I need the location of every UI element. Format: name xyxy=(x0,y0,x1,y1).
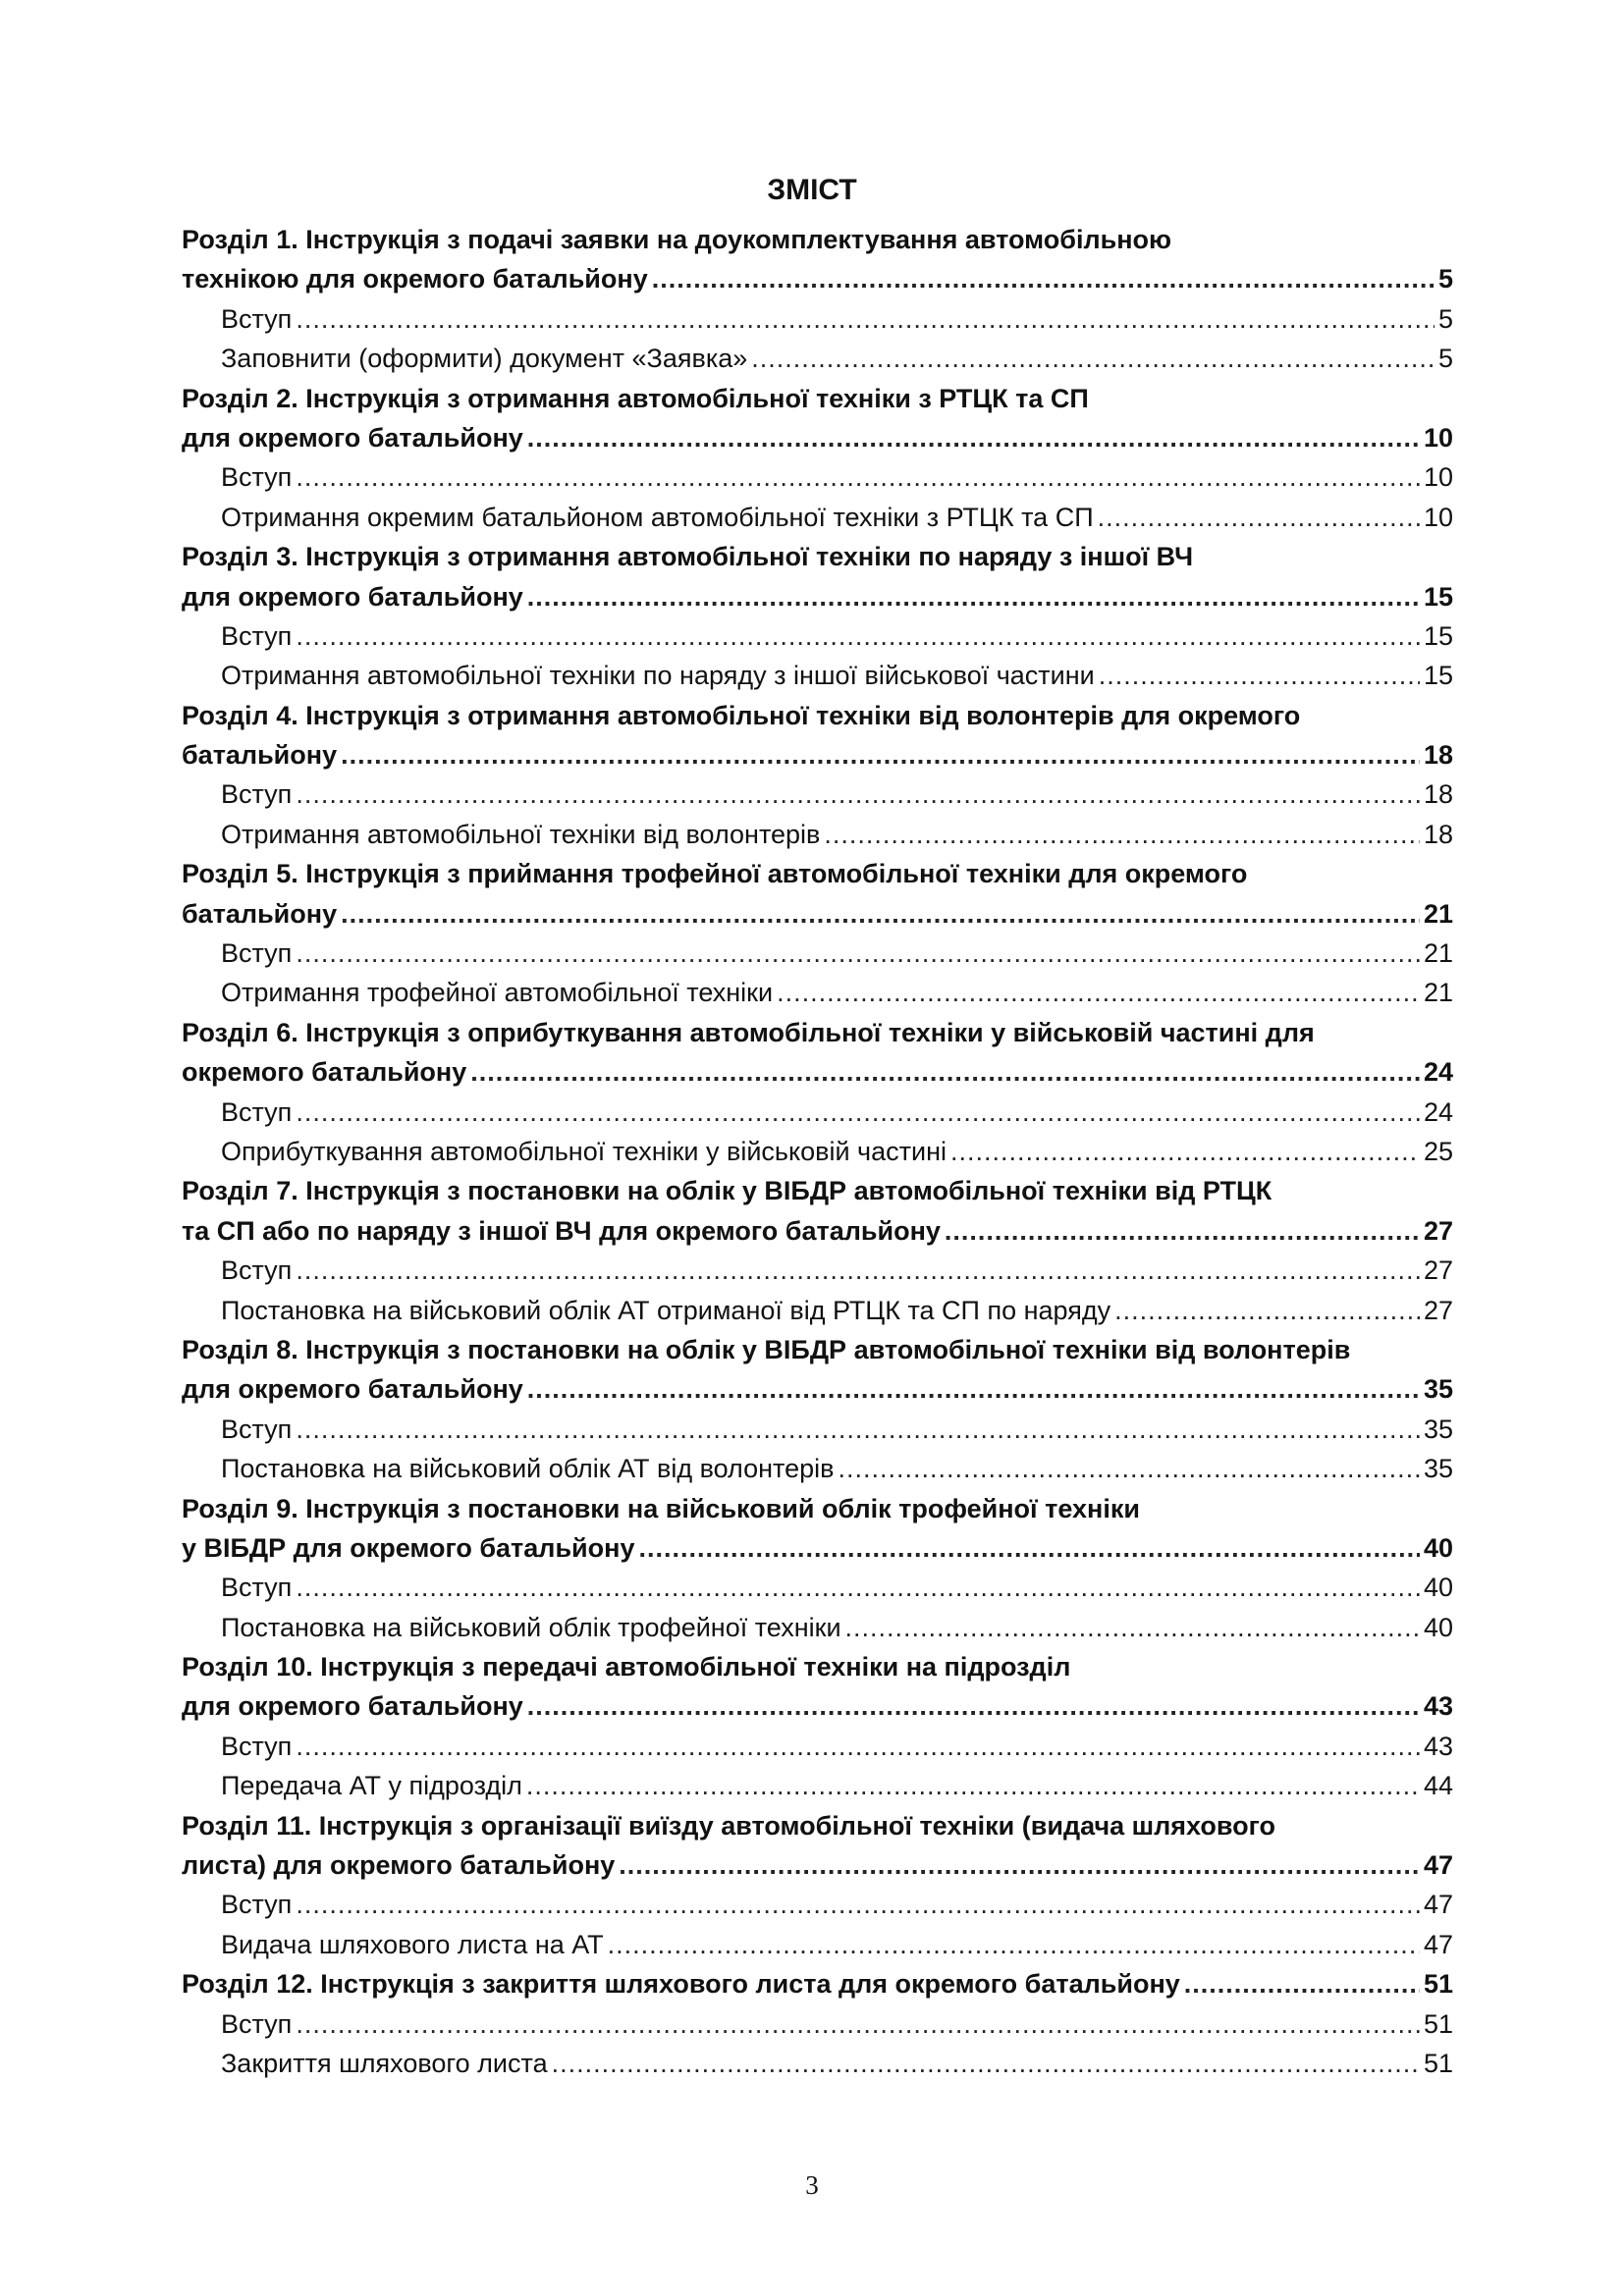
toc-subsection-title: Отримання автомобільної техніки по наряду з іншої військової частини xyxy=(221,661,1095,691)
toc-section-heading[interactable] xyxy=(182,379,1453,418)
toc-subsection-entry[interactable] xyxy=(182,2004,1453,2044)
toc-subsection-title: Вступ xyxy=(221,1096,293,1127)
toc-subsection-entry[interactable] xyxy=(182,1251,1453,1290)
toc-page-number: 15 xyxy=(1423,581,1453,612)
dot-leader xyxy=(527,577,1420,616)
toc-section-entry[interactable] xyxy=(182,1211,1453,1251)
toc-page-number: 24 xyxy=(1423,1057,1453,1088)
toc-section-entry[interactable] xyxy=(182,1964,1453,2003)
dot-leader xyxy=(296,1885,1420,1924)
toc-page-number: 25 xyxy=(1423,1136,1453,1166)
toc-subsection-entry[interactable] xyxy=(182,616,1453,656)
toc-section-title-line: Розділ 7. Інструкція з постановки на облік у ВІБДР автомобільної техніки від РТЦК xyxy=(182,1176,1272,1206)
toc-subsection-entry[interactable] xyxy=(182,1410,1453,1449)
dot-leader xyxy=(296,774,1420,814)
toc-page-number: 40 xyxy=(1423,1612,1453,1642)
toc-subsection-title: Постановка на військовий облік трофейної техніки xyxy=(221,1612,841,1642)
toc-subsection-title: Отримання трофейної автомобільної техніки xyxy=(221,978,774,1008)
toc-section-entry[interactable] xyxy=(182,1528,1453,1568)
toc-subsection-entry[interactable] xyxy=(182,498,1453,537)
toc-section-entry[interactable] xyxy=(182,735,1453,774)
toc-subsection-entry[interactable] xyxy=(182,774,1453,814)
toc-section-title-line: Розділ 3. Інструкція з отримання автомобільної техніки по наряду з іншої ВЧ xyxy=(182,542,1194,572)
toc-page-number: 5 xyxy=(1437,264,1453,294)
toc-section-title-line: для окремого батальйону xyxy=(182,1691,523,1722)
toc-subsection-entry[interactable] xyxy=(182,1885,1453,1924)
toc-page-number: 21 xyxy=(1423,898,1453,929)
toc-section-title-line: Розділ 8. Інструкція з постановки на облік у ВІБДР автомобільної техніки від волонтерів xyxy=(182,1334,1351,1364)
toc-page-number: 51 xyxy=(1423,2008,1453,2039)
toc-subsection-title: Вступ xyxy=(221,1573,293,1603)
toc-subsection-entry[interactable] xyxy=(182,1568,1453,1607)
toc-page-number: 40 xyxy=(1423,1573,1453,1603)
toc-subsection-title: Вступ xyxy=(221,2008,293,2039)
dot-leader xyxy=(526,1766,1420,1805)
dot-leader xyxy=(1184,1964,1420,2003)
toc-page-number: 27 xyxy=(1423,1215,1453,1246)
toc-section-entry[interactable] xyxy=(182,1686,1453,1726)
dot-leader xyxy=(527,1686,1420,1726)
toc-page-number: 18 xyxy=(1423,740,1453,771)
dot-leader xyxy=(552,2044,1420,2083)
toc-page-number: 21 xyxy=(1423,938,1453,969)
dot-leader xyxy=(296,1251,1420,1290)
dot-leader xyxy=(838,1449,1419,1488)
toc-page-number: 40 xyxy=(1423,1532,1453,1563)
toc-subsection-title: Отримання автомобільної техніки від волонтерів xyxy=(221,819,821,849)
toc-subsection-title: Оприбуткування автомобільної техніки у військовій частині xyxy=(221,1136,947,1166)
dot-leader xyxy=(296,2004,1420,2044)
toc-section-entry[interactable] xyxy=(182,1369,1453,1409)
toc-page-number: 15 xyxy=(1423,620,1453,651)
dot-leader xyxy=(652,259,1435,298)
toc-subsection-title: Вступ xyxy=(221,1255,293,1286)
toc-section-heading[interactable] xyxy=(182,1489,1453,1528)
toc-section-title-line: для окремого батальйону xyxy=(182,422,523,453)
toc-page-number: 5 xyxy=(1437,303,1453,334)
toc-section-title-line: технікою для окремого батальйону xyxy=(182,264,648,294)
toc-section-title-line: Розділ 6. Інструкція з оприбуткування автомобільної техніки у військовій частині для xyxy=(182,1017,1315,1047)
toc-subsection-title: Отримання окремим батальйоном автомобільної техніки з РТЦК та СП xyxy=(221,502,1094,532)
toc-subsection-entry[interactable] xyxy=(182,299,1453,339)
toc-page-number: 44 xyxy=(1423,1771,1453,1801)
dot-leader xyxy=(341,894,1420,934)
toc-subsection-title: Вступ xyxy=(221,303,293,334)
toc-page-number: 21 xyxy=(1423,978,1453,1008)
toc-subsection-entry[interactable] xyxy=(182,656,1453,695)
toc-subsection-entry[interactable] xyxy=(182,934,1453,973)
toc-section-title-line: Розділ 5. Інструкція з приймання трофейної автомобільної техніки для окремого xyxy=(182,859,1248,889)
toc-section-heading[interactable] xyxy=(182,1171,1453,1210)
toc-subsection-title: Заповнити (оформити) документ «Заявка» xyxy=(221,344,748,374)
toc-subsection-entry[interactable] xyxy=(182,973,1453,1012)
dot-leader xyxy=(945,1211,1420,1251)
dot-leader xyxy=(296,299,1435,339)
toc-subsection-entry[interactable] xyxy=(182,1925,1453,1964)
dot-leader xyxy=(527,418,1420,457)
toc-section-entry[interactable] xyxy=(182,259,1453,298)
toc-page-number: 47 xyxy=(1423,1890,1453,1920)
toc-page-number: 18 xyxy=(1423,819,1453,849)
toc-page-number: 51 xyxy=(1423,1969,1453,2000)
page-title: ЗМІСТ xyxy=(767,174,857,206)
dot-leader xyxy=(470,1052,1420,1092)
toc-subsection-title: Постановка на військовий облік АТ від волонтерів xyxy=(221,1454,835,1484)
toc-subsection-title: Вступ xyxy=(221,1890,293,1920)
toc-page-number: 51 xyxy=(1423,2048,1453,2078)
toc-section-title-line: окремого батальйону xyxy=(182,1057,467,1088)
dot-leader xyxy=(845,1608,1420,1647)
toc-page-number: 10 xyxy=(1423,462,1453,493)
toc-subsection-title: Вступ xyxy=(221,938,293,969)
toc-subsection-entry[interactable] xyxy=(182,1132,1453,1171)
dot-leader xyxy=(296,457,1420,497)
toc-page-number: 24 xyxy=(1423,1096,1453,1127)
dot-leader xyxy=(296,1727,1420,1766)
dot-leader xyxy=(296,934,1420,973)
dot-leader xyxy=(1098,498,1420,537)
toc-subsection-entry[interactable] xyxy=(182,1449,1453,1488)
dot-leader xyxy=(527,1369,1420,1409)
toc-subsection-title: Закриття шляхового листа xyxy=(221,2048,548,2078)
toc-section-heading[interactable] xyxy=(182,1013,1453,1052)
toc-section-heading[interactable] xyxy=(182,854,1453,893)
toc-section-title-line: Розділ 4. Інструкція з отримання автомобільної техніки від волонтерів для окремого xyxy=(182,700,1301,730)
toc-page-number: 47 xyxy=(1423,1850,1453,1881)
toc-section-title-line: Розділ 11. Інструкція з організації виїзду автомобільної техніки (видача шляхового xyxy=(182,1810,1276,1841)
toc-page-number: 18 xyxy=(1423,779,1453,810)
toc-page-number: 47 xyxy=(1423,1929,1453,1959)
dot-leader xyxy=(296,1568,1420,1607)
toc-section-entry[interactable] xyxy=(182,1845,1453,1885)
toc-page-number: 15 xyxy=(1423,661,1453,691)
toc-subsection-entry[interactable] xyxy=(182,339,1453,378)
toc-subsection-title: Вступ xyxy=(221,462,293,493)
toc-section-title-line: для окремого батальйону xyxy=(182,1374,523,1405)
page-number: 3 xyxy=(805,2170,819,2200)
toc-section-heading[interactable] xyxy=(182,1647,1453,1686)
dot-leader xyxy=(296,1410,1420,1449)
dot-leader xyxy=(619,1845,1420,1885)
toc-section-title-line: для окремого батальйону xyxy=(182,581,523,612)
toc-section-title-line: листа) для окремого батальйону xyxy=(182,1850,616,1881)
toc-page-number: 35 xyxy=(1423,1414,1453,1444)
dot-leader xyxy=(824,815,1420,854)
toc-page-number: 5 xyxy=(1437,344,1453,374)
toc-section-title-line: та СП або по наряду з іншої ВЧ для окремого батальйону xyxy=(182,1215,941,1246)
toc-subsection-entry[interactable] xyxy=(182,1608,1453,1647)
toc-subsection-entry[interactable] xyxy=(182,1291,1453,1330)
toc-section-title-line: Розділ 9. Інструкція з постановки на військовий облік трофейної техніки xyxy=(182,1493,1140,1523)
toc-subsection-title: Вступ xyxy=(221,620,293,651)
toc-subsection-entry[interactable] xyxy=(182,457,1453,497)
toc-section-entry[interactable] xyxy=(182,418,1453,457)
toc-page-number: 43 xyxy=(1423,1691,1453,1722)
toc-subsection-entry[interactable] xyxy=(182,815,1453,854)
toc-section-title-line: батальйону xyxy=(182,898,338,929)
toc-section-heading[interactable] xyxy=(182,220,1453,259)
toc-page-number: 43 xyxy=(1423,1731,1453,1761)
toc-section-heading[interactable] xyxy=(182,1806,1453,1845)
toc-section-title-line: батальйону xyxy=(182,740,338,771)
dot-leader xyxy=(296,1093,1420,1132)
toc-page-number: 35 xyxy=(1423,1454,1453,1484)
toc-page-number: 27 xyxy=(1423,1255,1453,1286)
toc-subsection-entry[interactable] xyxy=(182,1727,1453,1766)
toc-subsection-title: Видача шляхового листа на АТ xyxy=(221,1929,604,1959)
dot-leader xyxy=(341,735,1420,774)
dot-leader xyxy=(638,1528,1419,1568)
toc-subsection-title: Постановка на військовий облік АТ отриманої від РТЦК та СП по наряду xyxy=(221,1295,1111,1325)
toc-section-title-line: Розділ 1. Інструкція з подачі заявки на доукомплектування автомобільною xyxy=(182,225,1172,254)
toc-section-entry[interactable] xyxy=(182,1052,1453,1092)
toc-section-entry[interactable] xyxy=(182,894,1453,934)
toc-subsection-entry[interactable] xyxy=(182,1766,1453,1805)
dot-leader xyxy=(608,1925,1420,1964)
dot-leader xyxy=(751,339,1435,378)
toc-section-title-line: у ВІБДР для окремого батальйону xyxy=(182,1532,635,1563)
toc-page-number: 10 xyxy=(1423,502,1453,532)
toc-subsection-title: Вступ xyxy=(221,1731,293,1761)
toc-page-number: 27 xyxy=(1423,1295,1453,1325)
toc-section-title-line: Розділ 2. Інструкція з отримання автомобільної техніки з РТЦК та СП xyxy=(182,383,1089,413)
toc-section-entry[interactable] xyxy=(182,577,1453,616)
dot-leader xyxy=(1099,656,1420,695)
dot-leader xyxy=(777,973,1420,1012)
dot-leader xyxy=(950,1132,1420,1171)
dot-leader xyxy=(296,616,1420,656)
toc-section-heading[interactable] xyxy=(182,1330,1453,1369)
toc-subsection-entry[interactable] xyxy=(182,2044,1453,2083)
toc-page-number: 35 xyxy=(1423,1374,1453,1405)
toc-section-heading[interactable] xyxy=(182,537,1453,576)
toc-subsection-title: Вступ xyxy=(221,1414,293,1444)
toc-subsection-title: Вступ xyxy=(221,779,293,810)
toc-subsection-entry[interactable] xyxy=(182,1093,1453,1132)
table-of-contents xyxy=(182,220,1453,2083)
toc-section-heading[interactable] xyxy=(182,696,1453,735)
dot-leader xyxy=(1114,1291,1420,1330)
toc-section-title-line: Розділ 12. Інструкція з закриття шляхового листа для окремого батальйону xyxy=(182,1969,1180,2000)
toc-subsection-title: Передача АТ у підрозділ xyxy=(221,1771,522,1801)
toc-page-number: 10 xyxy=(1423,422,1453,453)
toc-section-title-line: Розділ 10. Інструкція з передачі автомобільної техніки на підрозділ xyxy=(182,1652,1071,1682)
